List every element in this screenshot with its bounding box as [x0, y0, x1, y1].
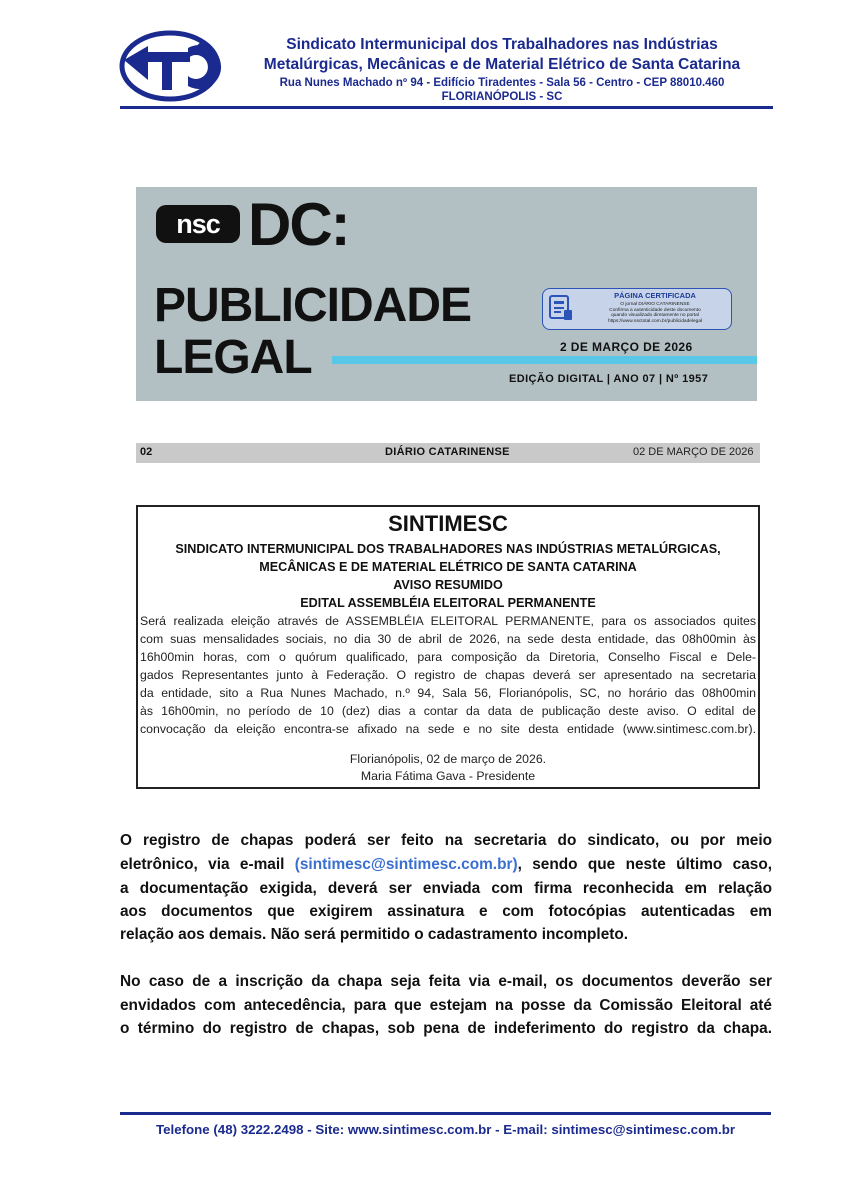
- paragraph1-text: , sendo que neste último caso,: [517, 856, 772, 873]
- document-certificate-icon: [548, 294, 574, 322]
- nsc-logo-text: nsc: [176, 209, 220, 239]
- newspaper-banner: [136, 187, 757, 401]
- notice-body-line: com suas mensalidades sociais, no dia 30 de abril de 2026, na sede desta entidade, das 08h00min às: [140, 632, 756, 646]
- paragraph2-line: No caso de a inscrição da chapa seja feita via e-mail, os documentos deverão ser: [120, 973, 772, 990]
- letterhead-union-name-line2: Metalúrgicas, Mecânicas e de Material Elétrico de Santa Catarina: [263, 56, 741, 73]
- page-number: 02: [140, 446, 153, 458]
- banner-date: 2 DE MARÇO DE 2026: [560, 340, 693, 354]
- notice-body-line: às 16h00min, no período de 10 (dez) dias a contar da data de publicação deste aviso. O edital de: [140, 704, 756, 718]
- cert-line: https://www.nsctotal.com.br/publicidadelegal: [607, 318, 703, 324]
- dc-logo-text: DC:: [248, 191, 349, 258]
- letterhead-city: FLORIANÓPOLIS - SC: [441, 91, 563, 103]
- paragraph1-line: relação aos demais. Não será permitido o cadastramento incompleto.: [120, 926, 629, 943]
- certified-page-title: PÁGINA CERTIFICADA: [614, 291, 696, 300]
- banner-accent-bar: [332, 356, 757, 364]
- notice-heading-line1: SINDICATO INTERMUNICIPAL DOS TRABALHADORES NAS INDÚSTRIAS METALÚRGICAS,: [175, 542, 721, 556]
- cert-line: quando visualizado diretamente no portal: [611, 313, 699, 318]
- notice-place-date: Florianópolis, 02 de março de 2026.: [349, 752, 547, 766]
- notice-title: SINTIMESC: [388, 511, 508, 536]
- paragraph1-line-email: [120, 856, 772, 874]
- letterhead-divider: [120, 106, 773, 109]
- notice-body-line: convocação da eleição encontra-se afixado na sede e no site desta entidade (www.sintimesc.com.br).: [140, 722, 756, 736]
- notice-heading-line4: EDITAL ASSEMBLÉIA ELEITORAL PERMANENTE: [300, 596, 596, 610]
- cert-line: Confirma a autenticidade deste documento: [609, 307, 701, 313]
- paragraph1-line: O registro de chapas poderá ser feito na secretaria do sindicato, ou por meio: [120, 832, 772, 849]
- cert-line: O jornal DIÁRIO CATARINENSE: [620, 302, 690, 307]
- paragraph1-line: aos documentos que exigirem assinatura e com fotocópias autenticadas em: [120, 903, 772, 920]
- notice-signature: Maria Fátima Gava - Presidente: [360, 769, 536, 783]
- notice-body-line: gados Representantes junto à Federação. O registro de chapas deverá ser apresentado na secretaria: [140, 668, 756, 682]
- letterhead-union-name-line1: Sindicato Intermunicipal dos Trabalhadores nas Indústrias: [286, 36, 718, 53]
- paragraph2-line: envidados com antecedência, para que estejam na posse da Comissão Eleitoral até: [120, 997, 772, 1014]
- letterhead-address: Rua Nunes Machado nº 94 - Edifício Tiradentes - Sala 56 - Centro - CEP 88010.460: [279, 77, 725, 89]
- paragraph2-line: o término do registro de chapas, sob pena de indeferimento do registro da chapa.: [120, 1020, 772, 1037]
- banner-title-line1: PUBLICIDADE: [154, 279, 472, 332]
- union-logo-icon: [118, 30, 222, 102]
- notice-body-line: da entidade, sito a Rua Nunes Machado, n.º 94, Sala 56, Florianópolis, SC, no horário das 08h00min: [140, 686, 756, 700]
- footer-divider: [120, 1112, 771, 1115]
- banner-edition: EDIÇÃO DIGITAL | ANO 07 | Nº 1957: [509, 373, 709, 385]
- certified-page-text: [582, 302, 728, 324]
- paragraph1-line: a documentação exigida, deverá ser enviada com firma reconhecida em relação: [120, 880, 772, 897]
- email-link[interactable]: (sintimesc@sintimesc.com.br): [294, 856, 518, 873]
- notice-body-line: 16h00min horas, com o quórum qualificado, para composição da Diretoria, Conselho Fiscal e Dele-: [140, 650, 756, 664]
- banner-title-line2: LEGAL: [154, 331, 312, 384]
- footer-contact: Telefone (48) 3222.2498 - Site: www.sintimesc.com.br - E-mail: sintimesc@sintimesc.com.br: [155, 1122, 736, 1137]
- strip-date: 02 DE MARÇO DE 2026: [633, 446, 754, 458]
- paragraph1-text: eletrônico, via e-mail: [120, 856, 295, 873]
- notice-heading-line2: MECÂNICAS E DE MATERIAL ELÉTRICO DE SANTA CATARINA: [259, 560, 637, 574]
- notice-heading-line3: AVISO RESUMIDO: [393, 578, 503, 592]
- notice-body-line: Será realizada eleição através de ASSEMBLÉIA ELEITORAL PERMANENTE, para os associados quites: [140, 614, 756, 628]
- paper-name: DIÁRIO CATARINENSE: [385, 446, 510, 458]
